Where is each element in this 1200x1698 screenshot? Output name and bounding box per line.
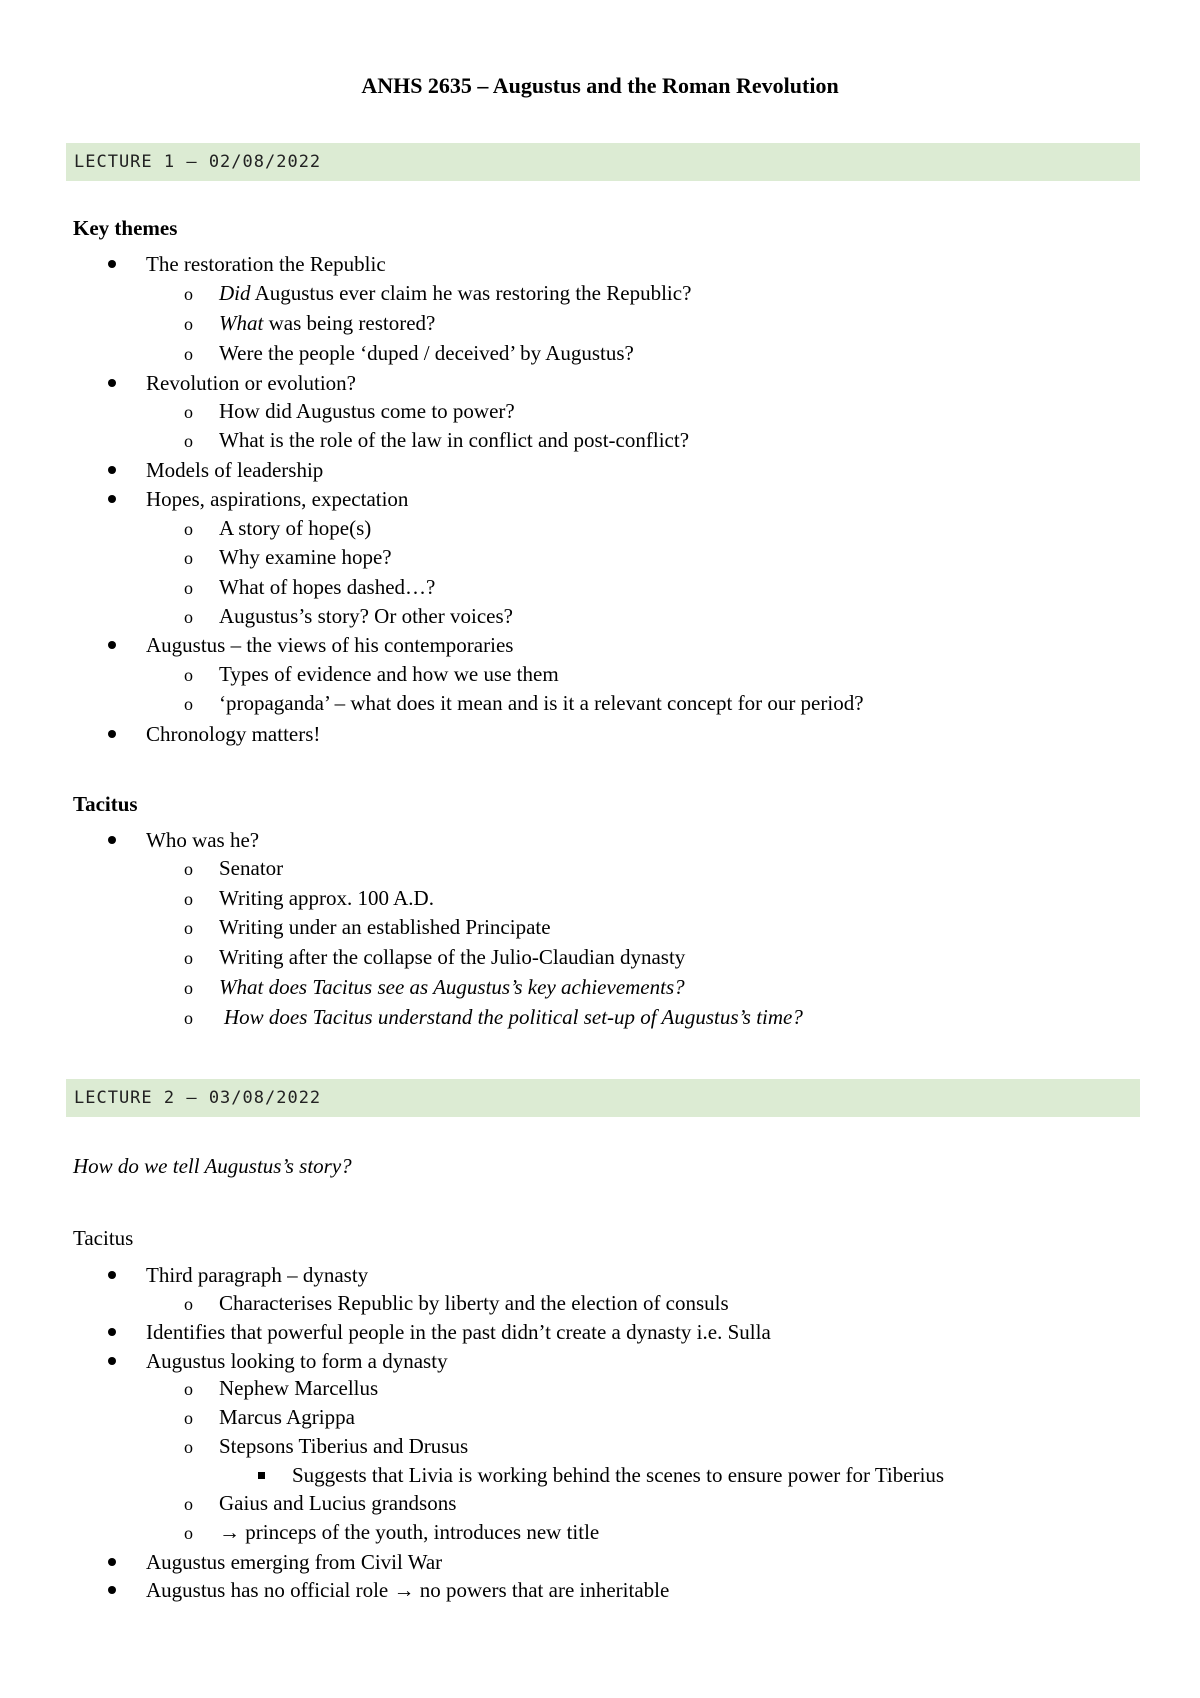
tacitus-heading: Tacitus	[73, 792, 138, 816]
lecture-1-header-band	[66, 143, 1140, 181]
circle-bullet-icon: o	[184, 948, 193, 968]
circle-bullet-icon: o	[184, 665, 193, 685]
list-item-text: Augustus ever claim he was restoring the Republic?	[250, 281, 692, 305]
bullet-icon	[108, 1319, 116, 1345]
list-item-text: Augustus has no official role	[146, 1578, 394, 1602]
list-item: Writing after the collapse of the Julio-Claudian dynasty	[219, 945, 686, 969]
list-item: Writing approx. 100 A.D.	[219, 886, 434, 910]
emphasis-text: How does Tacitus understand the political set-up of Augustus’s time?	[224, 1005, 803, 1029]
lecture-2-question	[73, 1153, 352, 1179]
bullet-icon	[108, 721, 116, 747]
lecture-2-header-band	[66, 1079, 1140, 1117]
list-item	[219, 280, 691, 306]
list-item: Augustus’s story? Or other voices?	[219, 604, 513, 628]
circle-bullet-icon: o	[184, 918, 193, 938]
document-title: ANHS 2635 – Augustus and the Roman Revolution	[361, 73, 839, 98]
list-item: Stepsons Tiberius and Drusus	[219, 1434, 469, 1458]
list-item: Writing under an established Principate	[219, 915, 551, 939]
list-item	[146, 1577, 669, 1603]
circle-bullet-icon: o	[184, 1494, 193, 1514]
circle-bullet-icon: o	[184, 344, 193, 364]
circle-bullet-icon: o	[184, 402, 193, 422]
bullet-icon	[108, 632, 116, 658]
list-item: Third paragraph – dynasty	[146, 1263, 369, 1287]
square-bullet-icon	[258, 1462, 265, 1488]
circle-bullet-icon: o	[184, 978, 193, 998]
list-item: Augustus looking to form a dynasty	[146, 1349, 448, 1373]
list-item	[219, 1519, 599, 1545]
list-item: What is the role of the law in conflict and post-conflict?	[219, 428, 690, 452]
list-item: Marcus Agrippa	[219, 1405, 355, 1429]
circle-bullet-icon: o	[184, 284, 193, 304]
list-item	[219, 974, 685, 1000]
list-item: How did Augustus come to power?	[219, 399, 515, 423]
circle-bullet-icon: o	[184, 548, 193, 568]
circle-bullet-icon: o	[184, 607, 193, 627]
circle-bullet-icon: o	[184, 859, 193, 879]
list-item: Were the people ‘duped / deceived’ by Augustus?	[219, 341, 634, 365]
list-item: Nephew Marcellus	[219, 1376, 379, 1400]
list-item: Models of leadership	[146, 458, 324, 482]
circle-bullet-icon: o	[184, 1437, 193, 1457]
lecture-2-header: LECTURE 2 – 03/08/2022	[74, 1088, 322, 1108]
list-item-text: was being restored?	[263, 311, 436, 335]
circle-bullet-icon: o	[184, 694, 193, 714]
list-item	[219, 310, 435, 336]
tacitus-label: Tacitus	[73, 1226, 134, 1250]
emphasis-text: How do we tell Augustus’s story?	[73, 1154, 352, 1178]
list-item: A story of hope(s)	[219, 516, 372, 540]
list-item: Characterises Republic by liberty and the election of consuls	[219, 1291, 729, 1315]
circle-bullet-icon: o	[184, 1523, 193, 1543]
bullet-icon	[108, 1577, 116, 1603]
bullet-icon	[108, 251, 116, 277]
list-item: Augustus – the views of his contemporaries	[146, 633, 514, 657]
list-item: Augustus emerging from Civil War	[146, 1550, 443, 1574]
bullet-icon	[108, 486, 116, 512]
bullet-icon	[108, 370, 116, 396]
list-item: What of hopes dashed…?	[219, 575, 436, 599]
bullet-icon	[108, 457, 116, 483]
list-item: Chronology matters!	[146, 722, 321, 746]
bullet-icon	[108, 1549, 116, 1575]
list-item: Who was he?	[146, 828, 260, 852]
key-themes-heading: Key themes	[73, 216, 178, 240]
arrow-right-icon: →	[393, 1578, 415, 1602]
circle-bullet-icon: o	[184, 1379, 193, 1399]
list-item: The restoration the Republic	[146, 252, 386, 276]
list-item: Identifies that powerful people in the past didn’t create a dynasty i.e. Sulla	[146, 1320, 771, 1344]
bullet-icon	[108, 1262, 116, 1288]
lecture-1-header: LECTURE 1 – 02/08/2022	[74, 152, 322, 172]
emphasis-text: What	[219, 311, 264, 335]
circle-bullet-icon: o	[184, 1008, 193, 1028]
circle-bullet-icon: o	[184, 889, 193, 909]
circle-bullet-icon: o	[184, 1294, 193, 1314]
list-item: Types of evidence and how we use them	[219, 662, 559, 686]
emphasis-text: Did	[219, 281, 251, 305]
emphasis-text: What does Tacitus see as Augustus’s key achievements?	[219, 975, 685, 999]
circle-bullet-icon: o	[184, 578, 193, 598]
circle-bullet-icon: o	[184, 519, 193, 539]
list-item: Hopes, aspirations, expectation	[146, 487, 409, 511]
circle-bullet-icon: o	[184, 1408, 193, 1428]
list-item: Senator	[219, 856, 284, 880]
list-item: Revolution or evolution?	[146, 371, 356, 395]
bullet-icon	[108, 1348, 116, 1374]
list-item: Why examine hope?	[219, 545, 392, 569]
list-item: Gaius and Lucius grandsons	[219, 1491, 457, 1515]
list-item: ‘propaganda’ – what does it mean and is it a relevant concept for our period?	[219, 691, 864, 715]
list-item	[224, 1004, 803, 1030]
arrow-right-icon: →	[219, 1520, 240, 1544]
list-item: Suggests that Livia is working behind the scenes to ensure power for Tiberius	[292, 1463, 945, 1487]
circle-bullet-icon: o	[184, 431, 193, 451]
list-item-text: no powers that are inheritable	[414, 1578, 670, 1602]
list-item-text: princeps of the youth, introduces new title	[240, 1520, 600, 1544]
bullet-icon	[108, 827, 116, 853]
circle-bullet-icon: o	[184, 314, 193, 334]
